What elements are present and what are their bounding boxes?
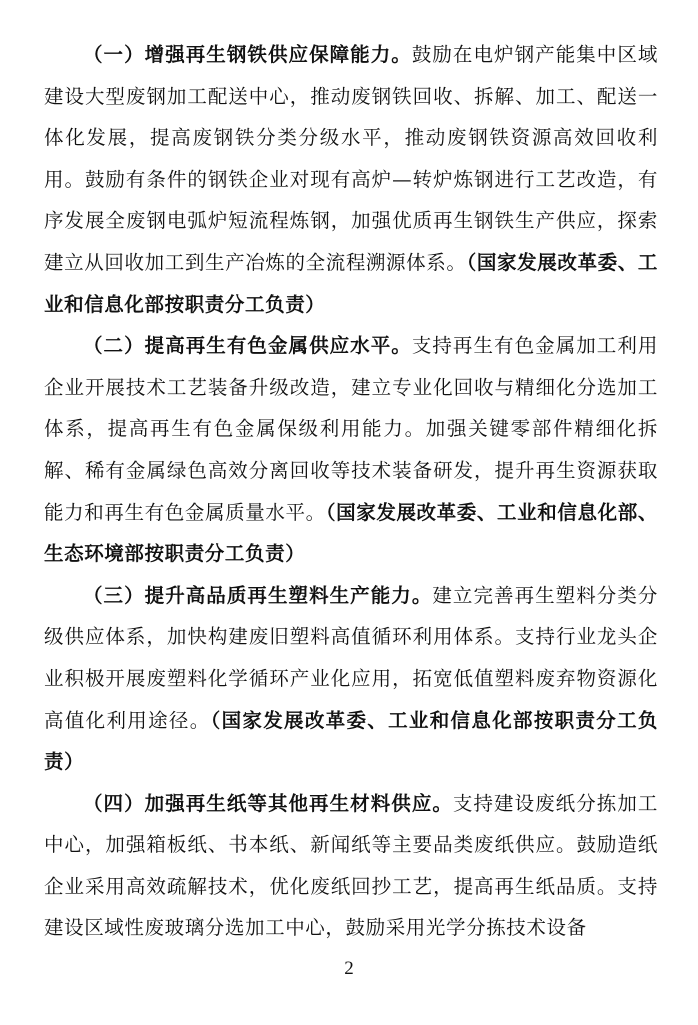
paragraph-text: 建立完善再生塑料分类分级供应体系，加快构建废旧塑料高值循环利用体系。支持行业龙头企业积极开展废塑料化学循环产业化应用，拓宽低值塑料废弃物资源化高值化利用途径。 xyxy=(44,583,658,732)
paragraph-text: 支持建设废纸分拣加工中心，加强箱板纸、书本纸、新闻纸等主要品类废纸供应。鼓励造纸企业采用高效疏解技术，优化废纸回抄工艺，提高再生纸品质。支持建设区域性废玻璃分选加工中心，鼓励采用光学分拣技术设备 xyxy=(44,791,658,940)
section-heading: （三）提升高品质再生塑料生产能力。 xyxy=(83,583,433,607)
page-number: 2 xyxy=(344,958,354,979)
paragraph-paper-other xyxy=(44,783,658,949)
paragraph-steel xyxy=(44,34,658,325)
paragraph-nonferrous-metals xyxy=(44,325,658,575)
section-heading: （一）增强再生钢铁供应保障能力。 xyxy=(83,43,412,66)
responsibility-note: （国家发展改革委、工业和信息化部、生态环境部按职责分工负责） xyxy=(44,500,658,566)
responsibility-note: （国家发展改革委、工业和信息化部按职责分工负责） xyxy=(44,250,658,316)
section-heading: （二）提高再生有色金属供应水平。 xyxy=(83,334,412,358)
document-body xyxy=(44,34,658,949)
paragraph-text: 鼓励在电炉钢产能集中区域建设大型废钢加工配送中心，推动废钢铁回收、拆解、加工、配送一体化发展，提高废钢铁分类分级水平，推动废钢铁资源高效回收利用。鼓励有条件的钢铁企业对现有高炉—转炉炼钢进行工艺改造，有序发展全废钢电弧炉短流程炼钢，加强优质再生钢铁生产供应，探索建立从回收加工到生产冶炼的全流程溯源体系。 xyxy=(44,43,658,274)
responsibility-note: （国家发展改革委、工业和信息化部按职责分工负责） xyxy=(44,708,658,774)
paragraph-text: 支持再生有色金属加工利用企业开展技术工艺装备升级改造，建立专业化回收与精细化分选加工体系，提高再生有色金属保级利用能力。加强关键零部件精细化拆解、稀有金属绿色高效分离回收等技术装备研发，提升再生资源获取能力和再生有色金属质量水平。 xyxy=(44,334,658,524)
section-heading: （四）加强再生纸等其他再生材料供应。 xyxy=(83,791,453,815)
paragraph-plastics xyxy=(44,575,658,783)
